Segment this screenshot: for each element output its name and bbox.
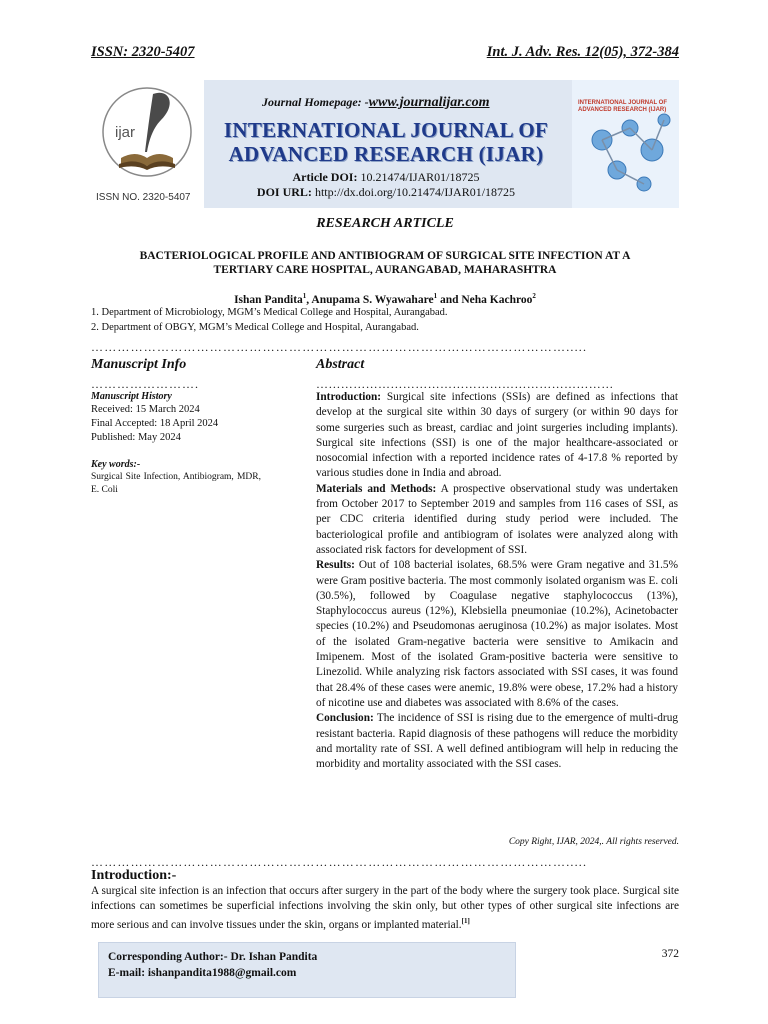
introduction-paragraph: A surgical site infection is an infection that occurs after surgery in the part of the body where the surgery took place. Surgical site infections can sometimes be superficial infections involving the skin only, but other types of other surgical site infections are more serious and can involve tissues under the skin, organs or implanted material. [91, 885, 679, 931]
abstract-intro-label: Introduction: [316, 391, 382, 403]
article-title-line1: BACTERIOLOGICAL PROFILE AND ANTIBIOGRAM OF SURGICAL SITE INFECTION AT A [139, 250, 631, 262]
journal-homepage [262, 95, 490, 111]
journal-title-line1: INTERNATIONAL JOURNAL OF [223, 118, 549, 142]
keywords: Surgical Site Infection, Antibiogram, MDR, E. Coli [91, 472, 261, 495]
published-date: Published: May 2024 [91, 432, 181, 443]
journal-cover-image [572, 80, 679, 208]
cover-title: INTERNATIONAL JOURNAL OF ADVANCED RESEARCH (IJAR) [578, 100, 668, 113]
abstract-methods-text: A prospective observational study was undertaken from October 2017 to September 2019 and samples from 116 cases of SSI, as per CDC criteria identified during study period were included. The bacteriological profile and antibiogram of isolates were analyzed along with associated risk factors for development of SSI. [316, 482, 678, 556]
corresponding-email[interactable]: E-mail: ishanpandita1988@gmail.com [108, 967, 297, 979]
abstract-dots: ……………………………………………………………… [316, 377, 614, 391]
ijar-logo [91, 80, 204, 208]
author-2-sup: 1 [433, 292, 438, 300]
abstract-results [316, 558, 678, 711]
quill-book-icon [91, 80, 204, 208]
homepage-link[interactable]: www.journalijar.com [368, 95, 490, 110]
corresponding-author: Corresponding Author:- Dr. Ishan Pandita [108, 951, 318, 963]
article-title-line2: TERTIARY CARE HOSPITAL, AURANGABAD, MAHARASHTRA [213, 264, 557, 276]
citation-header: Int. J. Adv. Res. 12(05), 372-384 [486, 44, 679, 60]
journal-title [206, 118, 566, 166]
accepted-date: Final Accepted: 18 April 2024 [91, 418, 219, 429]
abstract-conclusion-text: The incidence of SSI is rising due to the emergence of multi-drug resistant bacteria. Rapid diagnosis of these pathogens will reduce the morbidity and mortality rate of SSI. A well defined antibiogram will help in reducing the morbidity and mortality associated with the SSI cases. [316, 712, 678, 771]
abstract-conclusion-label: Conclusion: [316, 712, 374, 725]
abstract-conclusion [316, 711, 678, 772]
doi-value: 10.21474/IJAR01/18725 [360, 170, 480, 184]
manuscript-dots: ……………………. [91, 377, 199, 391]
author-1-sup: 1 [302, 292, 307, 300]
manuscript-history-label: Manuscript History [91, 391, 172, 402]
separator-dots: ………………………………………………………………………………………………..... [91, 342, 588, 352]
issn-header: ISSN: 2320-5407 [91, 44, 195, 60]
introduction-text [91, 884, 679, 933]
homepage-label: Journal Homepage: - [262, 95, 369, 109]
affiliation-1: 1. Department of Microbiology, MGM’s Medical College and Hospital, Aurangabad. [91, 307, 448, 318]
manuscript-info-heading: Manuscript Info [91, 357, 187, 372]
abstract-body [316, 390, 678, 772]
copyright: Copy Right, IJAR, 2024,. All rights reserved. [508, 837, 679, 847]
article-title [91, 249, 679, 277]
author-3-sup: 2 [532, 292, 536, 300]
affiliation-2: 2. Department of OBGY, MGM’s Medical College and Hospital, Aurangabad. [91, 322, 419, 333]
separator-dots-2: ………………………………………………………………………………………………..... [91, 857, 588, 867]
abstract-methods-label: Materials and Methods: [316, 482, 437, 495]
keywords-label: Key words:- [91, 459, 141, 470]
abstract-heading: Abstract [316, 357, 365, 372]
journal-title-line2: ADVANCED RESEARCH (IJAR) [228, 142, 544, 166]
doi-url [226, 185, 546, 200]
article-doi [226, 170, 546, 185]
authors [91, 292, 679, 306]
ijar-logo-text: ijar [115, 124, 136, 141]
abstract-introduction [316, 390, 678, 482]
author-3: and Neha Kachroo [437, 293, 533, 306]
logo-issn: ISSN NO. 2320-5407 [96, 192, 191, 203]
author-1: Ishan Pandita [234, 293, 303, 306]
abstract-results-text: Out of 108 bacterial isolates, 68.5% were Gram negative and 31.5% were Gram positive bacteria. The most commonly isolated organism was E. coli (30.5%), followed by Coagulase negative staphylococcus (13%), Staphylococcus aureus (12%), Klebsiella pneumoniae (10.2%), Acinetobacter species (10.2%) and Pseudomonas aeruginosa (10.2%) as major isolates. Most of the isolated Gram-negative bacteria were sensitive to Amikacin and Imipenem. Most of the isolated Gram-positive bacteria were sensitive to Linezolid. While analyzing risk factors associated with SSI cases, it was found that 28.4% of these cases were anemic, 19.8% were obese, 17.2% had a history of nicotine use and diabetes was associated with 8.6% of the cases. [316, 559, 678, 709]
doi-url-label: DOI URL: [256, 185, 312, 199]
doi-url-link[interactable]: http://dx.doi.org/10.21474/IJAR01/18725 [314, 185, 516, 199]
page-number: 372 [661, 948, 679, 960]
abstract-intro-text: Surgical site infections (SSIs) are defined as infections that develop at the surgical site within 30 days of surgery (or within 90 days for some surgeries such as breast, cardiac and joint surgeries including implants). Surgical site infections (SSI) is one of the major healthcare-associated or nosocomial infection with a reported incidence rates of 4-17.8 % reported by various studies done in India and abroad. [316, 391, 678, 480]
abstract-methods [316, 482, 678, 558]
introduction-heading: Introduction:- [91, 868, 177, 883]
received-date: Received: 15 March 2024 [91, 404, 200, 415]
doi-label: Article DOI: [292, 170, 358, 184]
abstract-results-label: Results: [316, 559, 355, 572]
corresponding-author-box [98, 942, 516, 998]
author-2: , Anupama S. Wyawahare [306, 293, 434, 306]
article-type: RESEARCH ARTICLE [316, 216, 454, 231]
reference-1[interactable]: [1] [461, 917, 470, 925]
